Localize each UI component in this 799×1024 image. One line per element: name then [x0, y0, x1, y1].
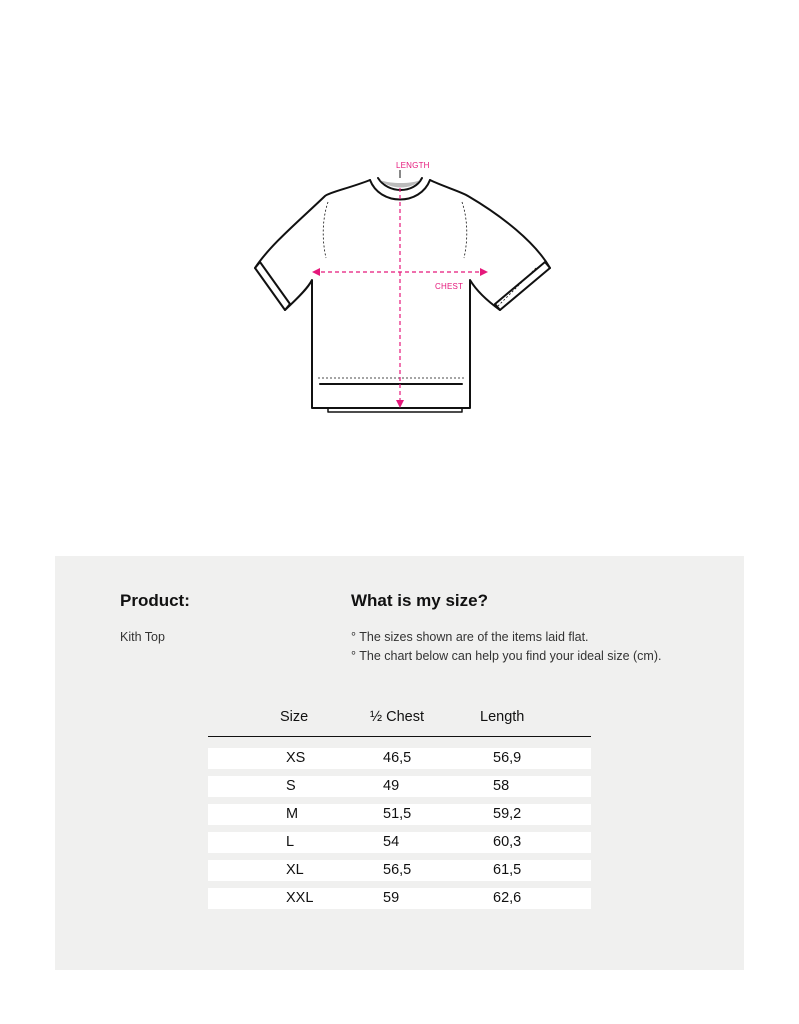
left-cuff — [255, 262, 290, 310]
cell-half-chest: 49 — [383, 778, 400, 794]
cell-length: 59,2 — [493, 806, 522, 822]
size-table — [208, 706, 591, 916]
cell-size: XL — [286, 862, 304, 878]
table-row — [208, 888, 591, 909]
table-row — [208, 804, 591, 825]
tshirt-diagram — [230, 150, 570, 430]
size-notes — [351, 628, 661, 666]
right-cuff — [495, 262, 550, 310]
product-heading: Product: — [120, 591, 190, 610]
header-length: Length — [480, 709, 525, 725]
size-table-header — [208, 706, 591, 737]
cell-size: XXL — [286, 890, 314, 906]
product-name: Kith Top — [120, 630, 165, 644]
cell-size: S — [286, 778, 296, 794]
cell-length: 60,3 — [493, 834, 522, 850]
header-size: Size — [280, 709, 309, 725]
cell-half-chest: 56,5 — [383, 862, 412, 878]
table-row — [208, 776, 591, 797]
table-row — [208, 748, 591, 769]
size-note: ° The sizes shown are of the items laid flat. — [351, 630, 589, 644]
cell-length: 62,6 — [493, 890, 522, 906]
size-note: ° The chart below can help you find your ideal size (cm). — [351, 649, 662, 663]
cell-size: M — [286, 806, 299, 822]
cell-length: 61,5 — [493, 862, 522, 878]
cell-length: 58 — [493, 778, 510, 794]
size-guide-panel — [55, 556, 744, 970]
table-row — [208, 832, 591, 853]
cell-half-chest: 54 — [383, 834, 400, 850]
cell-size: L — [286, 834, 295, 850]
cell-half-chest: 46,5 — [383, 750, 412, 766]
header-half-chest: ½ Chest — [370, 709, 424, 725]
cell-length: 56,9 — [493, 750, 522, 766]
length-label: LENGTH — [396, 161, 430, 170]
table-row — [208, 860, 591, 881]
size-heading: What is my size? — [351, 591, 488, 610]
tshirt-illustration — [230, 150, 570, 430]
cell-half-chest: 59 — [383, 890, 400, 906]
cell-size: XS — [286, 750, 306, 766]
cell-half-chest: 51,5 — [383, 806, 412, 822]
chest-label: CHEST — [435, 282, 464, 291]
